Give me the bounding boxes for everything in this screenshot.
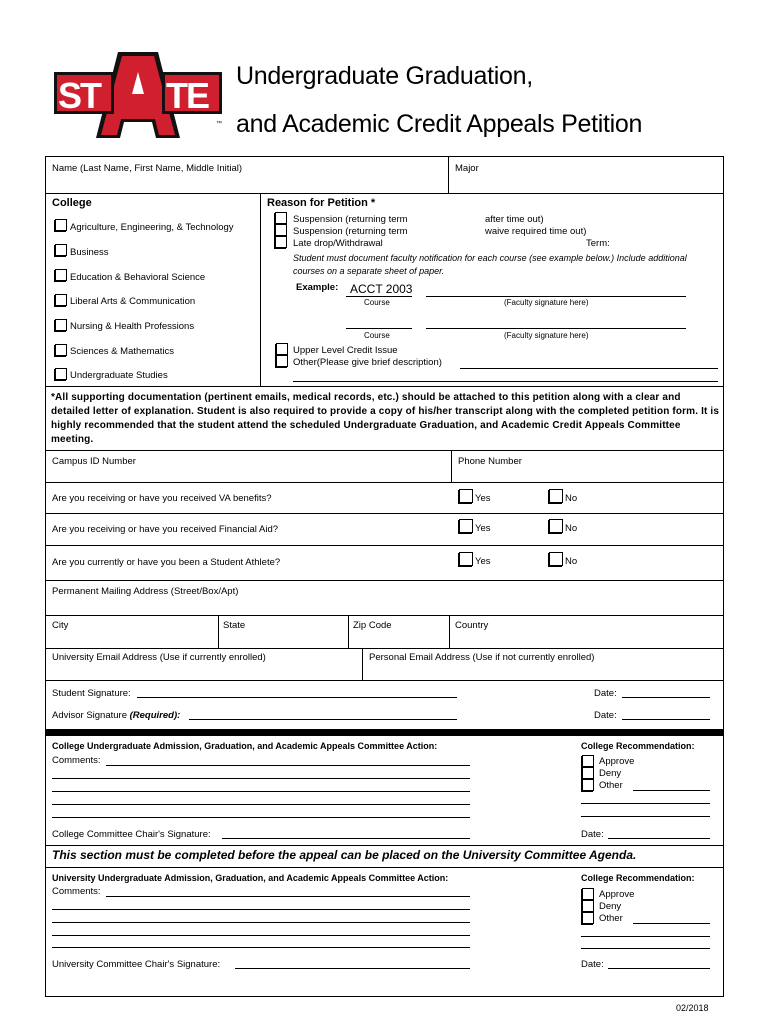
advisor-date-label: Date: <box>594 710 617 721</box>
university-other-label: Other <box>599 913 623 924</box>
university-deny-checkbox[interactable] <box>582 900 594 912</box>
trademark: ™ <box>216 121 222 127</box>
athlete-no-label: No <box>565 556 578 567</box>
faculty-signature-caption-2: (Faculty signature here) <box>504 331 589 340</box>
college-comments-line-5[interactable] <box>52 817 470 818</box>
title-line-2: and Academic Credit Appeals Petition <box>236 110 643 138</box>
university-recommendation-heading: College Recommendation: <box>581 873 695 883</box>
university-approve-checkbox[interactable] <box>582 888 594 900</box>
college-option-label: Agriculture, Engineering, & Technology <box>70 222 234 233</box>
name-field[interactable] <box>46 174 446 192</box>
fa-yes-checkbox[interactable] <box>459 519 473 533</box>
university-date-field[interactable] <box>608 968 710 969</box>
upper-level-label: Upper Level Credit Issue <box>293 345 398 356</box>
college-other-checkbox[interactable] <box>582 779 594 791</box>
reason-suspension-waive-checkbox[interactable] <box>275 224 287 236</box>
college-rec-line-2[interactable] <box>581 803 710 804</box>
checkbox[interactable] <box>55 269 67 281</box>
other-reason-field-2[interactable] <box>293 381 718 382</box>
reason-suspension-checkbox[interactable] <box>275 212 287 224</box>
course-field[interactable] <box>346 328 412 329</box>
example-label: Example: <box>296 282 339 293</box>
major-label: Major <box>455 163 479 174</box>
other-reason-label: Other(Please give brief description) <box>293 357 442 368</box>
reason-suspension-waive-label-b: waive required time out) <box>485 226 587 237</box>
reason-late-drop-label: Late drop/Withdrawal <box>293 238 383 249</box>
other-reason-field[interactable] <box>460 368 718 369</box>
fa-yes-label: Yes <box>475 523 491 534</box>
fa-no-label: No <box>565 523 578 534</box>
example-course: ACCT 2003 <box>350 282 413 296</box>
course-caption-2: Course <box>364 331 390 340</box>
college-option-label: Sciences & Mathematics <box>70 346 175 357</box>
college-heading: College <box>52 197 92 209</box>
college-date-label: Date: <box>581 829 604 840</box>
college-option-label: Business <box>70 247 109 258</box>
college-chair-signature-label: College Committee Chair's Signature: <box>52 829 211 840</box>
fa-question: Are you receiving or have you received Financial Aid? <box>52 524 279 535</box>
faculty-note: Student must document faculty notification for each course (see example below.) Include additional courses on a separate sheet of paper. <box>293 253 687 276</box>
reason-suspension-label-b: after time out) <box>485 214 544 225</box>
supporting-docs-notice: *All supporting documentation (pertinent emails, medical records, etc.) should be attached to this petition along with a clear and detailed letter of explanation. Student is also required to provide a copy of his/her transcript along with the completed petition form. It is highly recommended that the student attend the scheduled Undergraduate Graduation, and Academic Credit Appeals Committee meeting. <box>51 392 720 445</box>
advisor-date-field[interactable] <box>622 719 710 720</box>
fa-no-checkbox[interactable] <box>549 519 563 533</box>
checkbox[interactable] <box>55 344 67 356</box>
reason-late-drop-checkbox[interactable] <box>275 236 287 248</box>
checkbox[interactable] <box>55 294 67 306</box>
campus-id-label: Campus ID Number <box>52 456 136 467</box>
va-question: Are you receiving or have you received VA benefits? <box>52 493 272 504</box>
university-deny-label: Deny <box>599 901 622 912</box>
university-rec-line-3[interactable] <box>581 948 710 949</box>
college-deny-label: Deny <box>599 768 622 779</box>
athlete-question: Are you currently or have you been a Student Athlete? <box>52 557 281 568</box>
reason-suspension-waive-label: Suspension (returning term <box>293 226 408 237</box>
university-approve-label: Approve <box>599 889 635 900</box>
university-comments-line-4[interactable] <box>52 935 470 936</box>
university-email-label: University Email Address (Use if currently enrolled) <box>52 652 266 663</box>
university-chair-signature-label: University Committee Chair's Signature: <box>52 959 221 970</box>
college-other-field[interactable] <box>633 790 710 791</box>
reason-heading: Reason for Petition * <box>267 197 376 209</box>
state-logo-graphic <box>52 50 224 140</box>
student-date-label: Date: <box>594 688 617 699</box>
advisor-required-label: (Required): <box>129 710 181 721</box>
va-yes-label: Yes <box>475 493 491 504</box>
college-chair-signature-field[interactable] <box>222 838 470 839</box>
checkbox[interactable] <box>55 368 67 380</box>
college-deny-checkbox[interactable] <box>582 767 594 779</box>
course-caption: Course <box>364 298 390 307</box>
svg-text:TE: TE <box>166 75 209 116</box>
upper-level-checkbox[interactable] <box>276 343 288 355</box>
college-rec-line-3[interactable] <box>581 816 710 817</box>
athlete-yes-checkbox[interactable] <box>459 552 473 566</box>
faculty-signature-caption: (Faculty signature here) <box>504 298 589 307</box>
faculty-signature-field[interactable] <box>426 328 686 329</box>
college-committee-heading: College Undergraduate Admission, Graduation, and Academic Appeals Committee Action: <box>52 741 438 751</box>
university-other-checkbox[interactable] <box>582 912 594 924</box>
college-comments-line-4[interactable] <box>52 804 470 805</box>
va-no-label: No <box>565 493 578 504</box>
university-comments-field[interactable] <box>106 896 470 897</box>
college-recommendation-heading: College Recommendation: <box>581 741 695 751</box>
college-comments-line-2[interactable] <box>52 778 470 779</box>
form-version: 02/2018 <box>676 1003 709 1013</box>
college-comments-field[interactable] <box>106 765 470 766</box>
phone-label: Phone Number <box>458 456 522 467</box>
svg-text:ST: ST <box>58 75 101 116</box>
reason-suspension-label: Suspension (returning term <box>293 214 408 225</box>
major-field[interactable] <box>450 174 722 192</box>
university-comments-label: Comments: <box>52 886 101 897</box>
va-yes-checkbox[interactable] <box>459 489 473 503</box>
college-comments-line-3[interactable] <box>52 791 470 792</box>
university-agenda-notice: This section must be completed before the appeal can be placed on the University Committee Agenda. <box>52 848 637 862</box>
advisor-label-prefix: Advisor Signature <box>52 710 130 721</box>
college-comments-label: Comments: <box>52 755 101 766</box>
address-field[interactable] <box>46 598 722 614</box>
university-other-field[interactable] <box>633 923 710 924</box>
country-label: Country <box>455 620 489 631</box>
college-option-label: Liberal Arts & Communication <box>70 296 196 307</box>
student-signature-field[interactable] <box>137 697 457 698</box>
term-label: Term: <box>586 238 610 249</box>
college-approve-checkbox[interactable] <box>582 755 594 767</box>
college-option-label: Nursing & Health Professions <box>70 321 195 332</box>
checkbox[interactable] <box>55 219 67 231</box>
address-label: Permanent Mailing Address (Street/Box/Apt) <box>52 586 239 597</box>
checkbox[interactable] <box>55 319 67 331</box>
title-line-1: Undergraduate Graduation, <box>236 62 533 90</box>
university-comments-line-3[interactable] <box>52 922 470 923</box>
university-rec-line-2[interactable] <box>581 936 710 937</box>
state-logo <box>52 50 224 140</box>
advisor-signature-label <box>52 710 180 721</box>
athlete-no-checkbox[interactable] <box>549 552 563 566</box>
college-date-field[interactable] <box>608 838 710 839</box>
student-signature-label: Student Signature: <box>52 688 131 699</box>
college-option-label: Undergraduate Studies <box>70 370 168 381</box>
state-label: State <box>223 620 246 631</box>
va-no-checkbox[interactable] <box>549 489 563 503</box>
athlete-yes-label: Yes <box>475 556 491 567</box>
other-reason-checkbox[interactable] <box>276 355 288 367</box>
college-option-label: Education & Behavioral Science <box>70 272 206 283</box>
name-label: Name (Last Name, First Name, Middle Initial) <box>52 163 243 174</box>
college-other-label: Other <box>599 780 623 791</box>
personal-email-label: Personal Email Address (Use if not currently enrolled) <box>369 652 595 663</box>
university-comments-line-5[interactable] <box>52 947 470 948</box>
advisor-signature-field[interactable] <box>189 719 457 720</box>
university-comments-line-2[interactable] <box>52 909 470 910</box>
university-date-label: Date: <box>581 959 604 970</box>
zip-label: Zip Code <box>353 620 392 631</box>
student-date-field[interactable] <box>622 697 710 698</box>
university-chair-signature-field[interactable] <box>235 968 470 969</box>
checkbox[interactable] <box>55 244 67 256</box>
college-approve-label: Approve <box>599 756 635 767</box>
city-label: City <box>52 620 69 631</box>
university-committee-heading: University Undergraduate Admission, Graduation, and Academic Appeals Committee Action: <box>52 873 449 883</box>
section-divider <box>45 729 724 736</box>
